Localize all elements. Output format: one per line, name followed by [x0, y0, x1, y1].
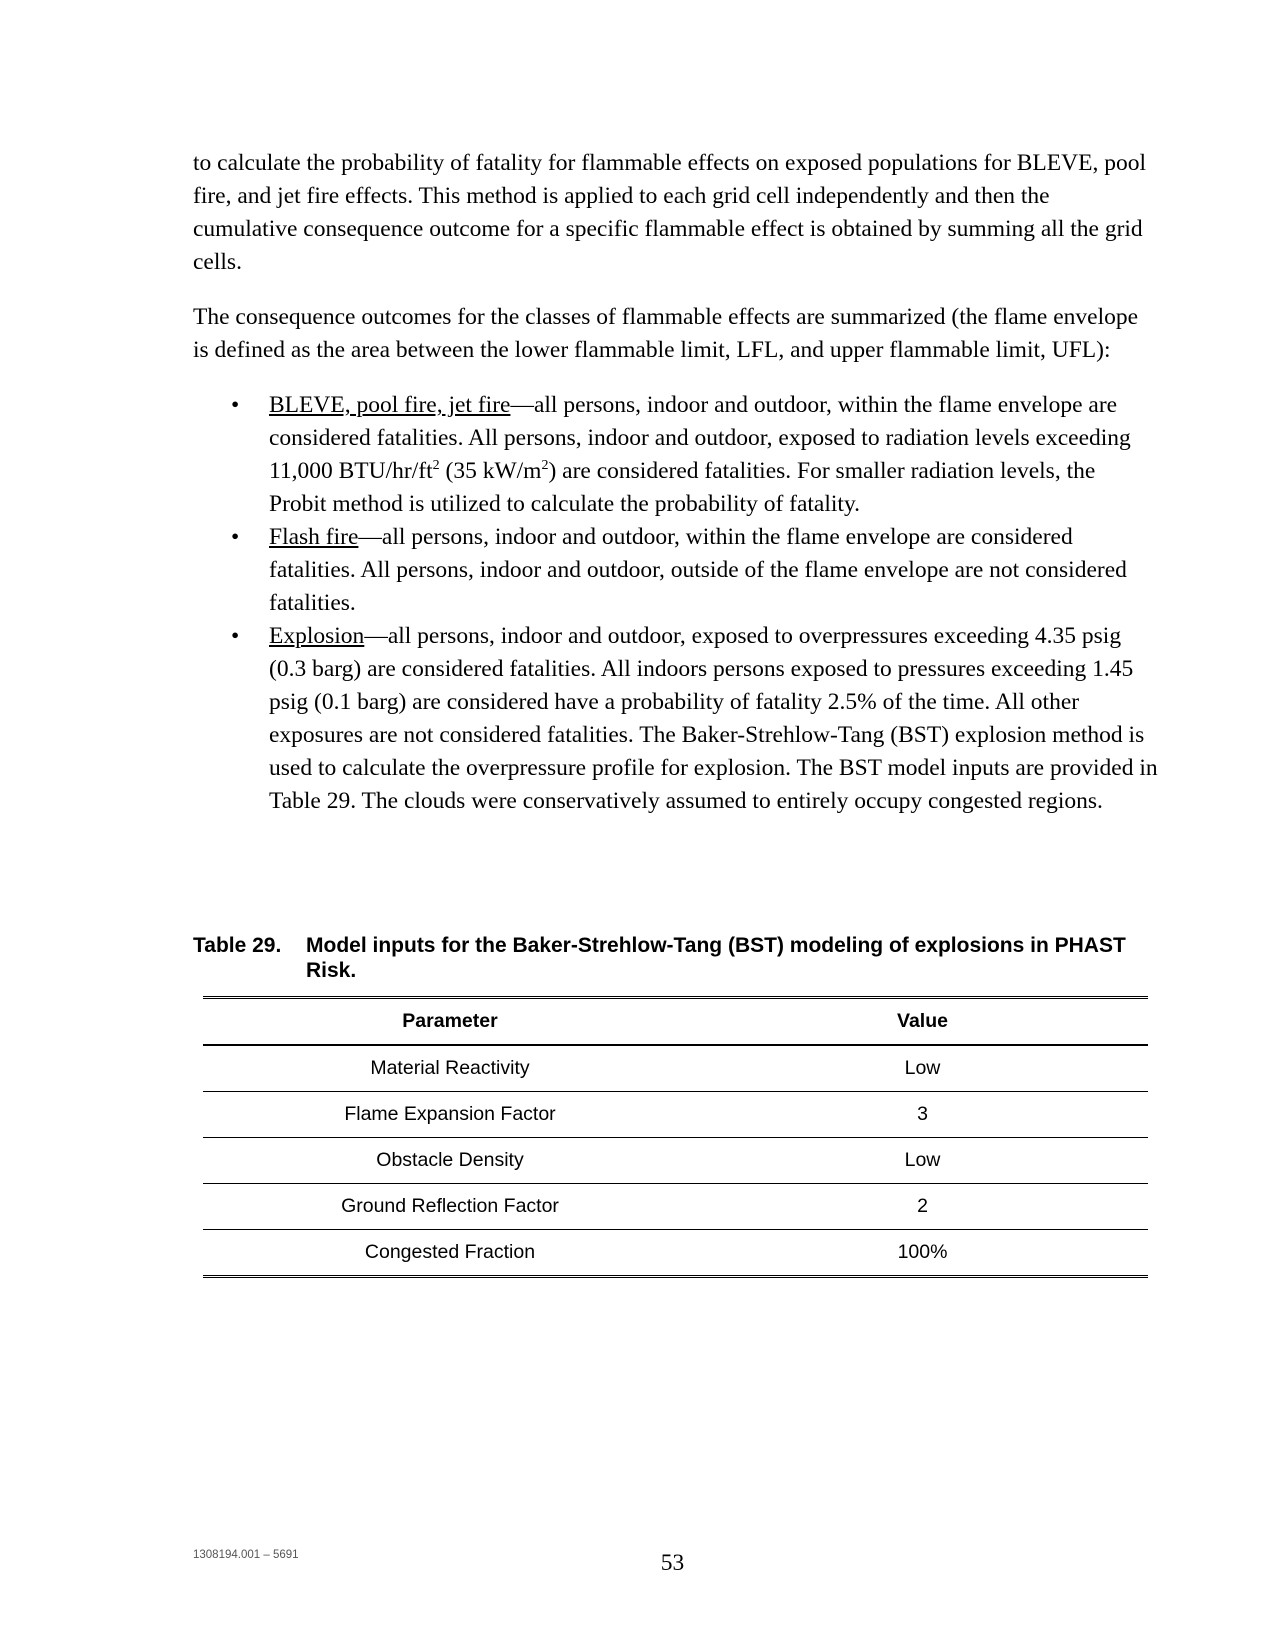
bleve-text-c: ) are considered fatalities. For smaller radiation levels, the Probit method is utilized to calculate the probability of fatality. — [269, 458, 1096, 517]
cell-parameter: Congested Fraction — [203, 1230, 697, 1277]
term-flash-fire: Flash fire — [269, 524, 359, 550]
header-parameter: Parameter — [203, 998, 697, 1046]
table-caption — [193, 933, 1153, 983]
table-row — [203, 1092, 1148, 1138]
paragraph-intro: to calculate the probability of fatality for flammable effects on exposed populations for BLEVE, pool fire, and jet fire effects. This method is applied to each grid cell independently and then the cumulative consequence outcome for a specific flammable effect is obtained by summing all the grid cells. — [193, 150, 1146, 275]
bleve-text-b: (35 kW/m — [439, 458, 542, 484]
flammable-effects-list — [193, 389, 1158, 818]
table-caption-label: Table 29. — [193, 934, 282, 957]
bullet-icon: • — [231, 623, 240, 649]
table-row — [203, 1230, 1148, 1277]
table-row — [203, 1045, 1148, 1092]
term-bleve: BLEVE, pool fire, jet fire — [269, 392, 511, 418]
paragraph-summary: The consequence outcomes for the classes of flammable effects are summarized (the flame envelope is defined as the area between the lower flammable limit, LFL, and upper flammable limit, UFL): — [193, 304, 1139, 363]
footer-document-id: 1308194.001 – 5691 — [193, 1549, 299, 1561]
header-value: Value — [697, 998, 1148, 1046]
cell-value: 2 — [697, 1184, 1148, 1230]
bleve-sup-a: 2 — [432, 458, 440, 474]
list-item-bleve — [193, 389, 1158, 521]
term-explosion: Explosion — [269, 623, 365, 649]
bullet-icon: • — [231, 524, 240, 550]
table-header-row — [203, 998, 1148, 1046]
list-item-explosion — [193, 620, 1158, 818]
page-number: 53 — [660, 1550, 685, 1576]
flash-fire-text: —all persons, indoor and outdoor, within the flame envelope are considered fatalities. All persons, indoor and outdoor, outside of the flame envelope are not considered fatalities. — [269, 524, 1127, 616]
table-row — [203, 1138, 1148, 1184]
cell-parameter: Flame Expansion Factor — [203, 1092, 697, 1138]
bleve-text-a: —all persons, indoor and outdoor, within the flame envelope are considered fatalities. All persons, indoor and outdoor, exposed to radiation levels exceeding 11,000 BTU/hr/ft — [269, 392, 1131, 484]
cell-value: Low — [697, 1138, 1148, 1184]
cell-parameter: Ground Reflection Factor — [203, 1184, 697, 1230]
cell-value: 100% — [697, 1230, 1148, 1277]
bleve-sup-b: 2 — [541, 458, 549, 474]
bst-inputs-table — [203, 996, 1148, 1278]
cell-value: 3 — [697, 1092, 1148, 1138]
table-caption-text: Model inputs for the Baker-Strehlow-Tang (BST) modeling of explosions in PHAST Risk. — [306, 934, 1126, 982]
cell-parameter: Material Reactivity — [203, 1045, 697, 1092]
list-item-flash-fire — [193, 521, 1158, 620]
cell-value: Low — [697, 1045, 1148, 1092]
cell-parameter: Obstacle Density — [203, 1138, 697, 1184]
explosion-text: —all persons, indoor and outdoor, exposed to overpressures exceeding 4.35 psig (0.3 barg) are considered fatalities. All indoors persons exposed to pressures exceeding 1.45 psig (0.1 barg) are considered have a probability of fatality 2.5% of the time. All other exposures are not considered fatalities. The Baker-Strehlow-Tang (BST) explosion method is used to calculate the overpressure profile for explosion. The BST model inputs are provided in Table 29. The clouds were conservatively assumed to entirely occupy congested regions. — [269, 623, 1158, 814]
bullet-icon: • — [231, 392, 240, 418]
page-body — [193, 147, 1158, 818]
table-row — [203, 1184, 1148, 1230]
